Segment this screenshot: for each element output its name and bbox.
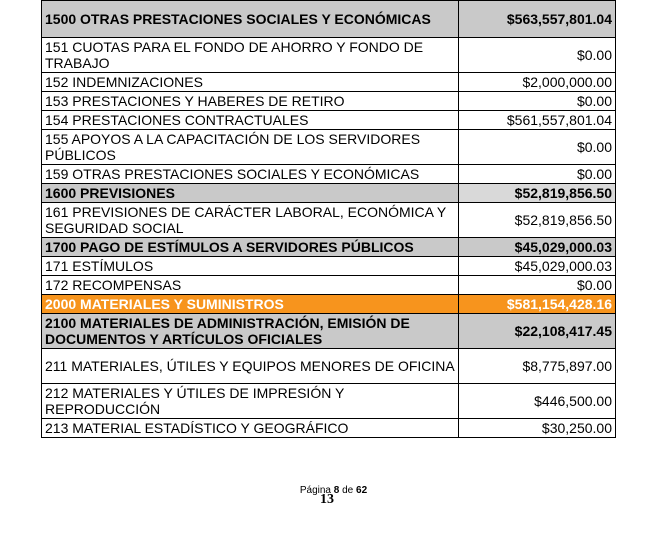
- table-row: [42, 419, 616, 438]
- row-description: 2100 MATERIALES DE ADMINISTRACIÓN, EMISIÓN DE DOCUMENTOS Y ARTÍCULOS OFICIALES: [42, 314, 459, 349]
- table-row: [42, 92, 616, 111]
- row-amount: $45,029,000.03: [459, 238, 616, 257]
- table-row: [42, 349, 616, 384]
- table-row: [42, 238, 616, 257]
- row-description: 1700 PAGO DE ESTÍMULOS A SERVIDORES PÚBLICOS: [42, 238, 459, 257]
- row-description: 2000 MATERIALES Y SUMINISTROS: [42, 295, 459, 314]
- row-amount: $561,557,801.04: [459, 111, 616, 130]
- table-row: [42, 184, 616, 203]
- row-description: 152 INDEMNIZACIONES: [42, 73, 459, 92]
- row-amount: $30,250.00: [459, 419, 616, 438]
- row-description: 1600 PREVISIONES: [42, 184, 459, 203]
- row-description: 151 CUOTAS PARA EL FONDO DE AHORRO Y FONDO DE TRABAJO: [42, 38, 459, 73]
- table-row: [42, 130, 616, 165]
- row-description: 161 PREVISIONES DE CARÁCTER LABORAL, ECONÓMICA Y SEGURIDAD SOCIAL: [42, 203, 459, 238]
- footer-page-total: 62: [356, 485, 368, 496]
- table-row: [42, 384, 616, 419]
- table-row: [42, 1, 616, 38]
- table-row: [42, 38, 616, 73]
- footer-prefix: Página: [299, 485, 331, 496]
- row-amount: $0.00: [459, 130, 616, 165]
- row-amount: $446,500.00: [459, 384, 616, 419]
- footer-middle: de: [342, 485, 354, 496]
- row-description: 154 PRESTACIONES CONTRACTUALES: [42, 111, 459, 130]
- row-amount: $0.00: [459, 276, 616, 295]
- table-row: [42, 165, 616, 184]
- row-description: 1500 OTRAS PRESTACIONES SOCIALES Y ECONÓMICAS: [42, 1, 459, 38]
- table-row: [42, 257, 616, 276]
- row-description: 211 MATERIALES, ÚTILES Y EQUIPOS MENORES DE OFICINA: [42, 349, 459, 384]
- table-row: [42, 276, 616, 295]
- row-description: 213 MATERIAL ESTADÍSTICO Y GEOGRÁFICO: [42, 419, 459, 438]
- row-amount: $581,154,428.16: [459, 295, 616, 314]
- row-description: 212 MATERIALES Y ÚTILES DE IMPRESIÓN Y REPRODUCCIÓN: [42, 384, 459, 419]
- table-row: [42, 203, 616, 238]
- footer-page-number: 8: [333, 485, 340, 496]
- budget-table: [41, 0, 616, 438]
- row-amount: $22,108,417.45: [459, 314, 616, 349]
- row-amount: $8,775,897.00: [459, 349, 616, 384]
- table-row: [42, 295, 616, 314]
- row-amount: $0.00: [459, 165, 616, 184]
- row-description: 172 RECOMPENSAS: [42, 276, 459, 295]
- table-row: [42, 314, 616, 349]
- row-amount: $563,557,801.04: [459, 1, 616, 38]
- row-amount: $52,819,856.50: [459, 184, 616, 203]
- row-amount: $0.00: [459, 38, 616, 73]
- stray-page-number: 13: [320, 492, 334, 507]
- row-amount: $45,029,000.03: [459, 257, 616, 276]
- row-amount: $2,000,000.00: [459, 73, 616, 92]
- row-amount: $52,819,856.50: [459, 203, 616, 238]
- row-description: 155 APOYOS A LA CAPACITACIÓN DE LOS SERVIDORES PÚBLICOS: [42, 130, 459, 165]
- row-amount: $0.00: [459, 92, 616, 111]
- row-description: 159 OTRAS PRESTACIONES SOCIALES Y ECONÓMICAS: [42, 165, 459, 184]
- row-description: 153 PRESTACIONES Y HABERES DE RETIRO: [42, 92, 459, 111]
- table-row: [42, 111, 616, 130]
- row-description: 171 ESTÍMULOS: [42, 257, 459, 276]
- table-row: [42, 73, 616, 92]
